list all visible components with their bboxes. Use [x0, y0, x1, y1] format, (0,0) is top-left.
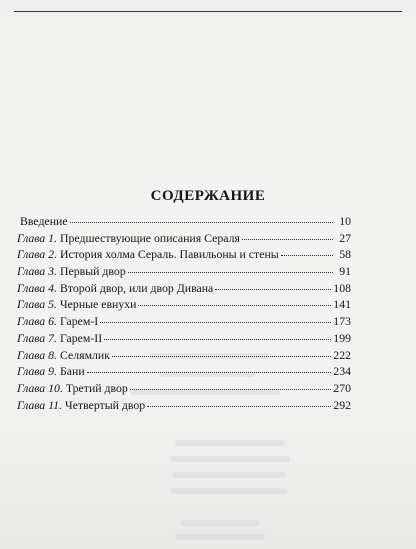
leader-dots [147, 406, 331, 407]
top-rule [14, 11, 402, 12]
toc-entry-title: Селямлик [60, 347, 110, 362]
toc-entry-title: История холма Сераль. Павильоны и стены [60, 247, 279, 262]
toc-entry[interactable] [17, 247, 351, 264]
toc-entry-label: Глава 8. [17, 347, 58, 362]
leader-dots [100, 322, 331, 323]
toc-entry-title: Предшествующие описания Сераля [60, 230, 240, 245]
toc-entry-label: Глава 4. [17, 280, 58, 295]
toc-entry[interactable] [17, 314, 351, 331]
toc-entry-title: Гарем-I [60, 314, 99, 329]
toc-entry-label: Глава 9. [17, 364, 58, 379]
toc-entry-page: 91 [339, 264, 351, 279]
toc-entry[interactable] [17, 381, 351, 398]
leader-dots [215, 289, 331, 290]
toc-entry-page: 10 [339, 214, 351, 228]
toc-entry-title: Третий двор [65, 380, 128, 395]
toc-entry[interactable] [17, 281, 351, 298]
toc-entry-label: Глава 1. [17, 230, 58, 245]
toc-entry-label: Глава 10. [17, 380, 63, 395]
toc-entry-title: Четвертый двор [65, 397, 146, 412]
toc-entry[interactable] [17, 297, 351, 314]
toc-entry-label: Глава 5. [17, 297, 58, 312]
toc-entry-title: Гарем-II [60, 330, 103, 345]
leader-dots [70, 222, 333, 223]
leader-dots [138, 305, 331, 306]
toc-entry-page: 199 [333, 330, 351, 345]
toc-entry-page: 292 [333, 397, 351, 412]
leader-dots [104, 339, 331, 340]
toc-entry[interactable] [17, 331, 351, 348]
toc-entry-title: Бани [60, 364, 85, 379]
toc-entry-title: Введение [20, 214, 68, 228]
toc-entry-page: 222 [333, 347, 351, 362]
toc-entry[interactable] [17, 348, 351, 365]
toc-entry-page: 108 [333, 280, 351, 295]
toc-entry-title: Черные евнухи [60, 297, 137, 312]
toc-title: СОДЕРЖАНИЕ [150, 188, 266, 204]
leader-dots [281, 255, 333, 256]
toc-entry-page: 270 [333, 380, 351, 395]
toc-entry[interactable] [17, 398, 351, 415]
leader-dots [130, 389, 331, 390]
toc-entry-label: Глава 7. [17, 330, 58, 345]
toc-entry-title: Второй двор, или двор Дивана [60, 280, 214, 295]
toc-entry-label: Глава 6. [17, 314, 58, 329]
toc-entry-label: Глава 2. [17, 247, 58, 262]
toc-entry-label: Глава 11. [17, 397, 63, 412]
leader-dots [128, 272, 333, 273]
toc-entry[interactable] [17, 214, 351, 231]
toc-entry-page: 173 [333, 314, 351, 329]
toc-entry-page: 234 [333, 364, 351, 379]
toc-entry-page: 58 [339, 247, 351, 262]
leader-dots [87, 372, 332, 373]
toc-entry-page: 27 [339, 230, 351, 245]
toc-entry[interactable] [17, 231, 351, 248]
leader-dots [112, 356, 331, 357]
toc-entry-title: Первый двор [60, 264, 126, 279]
toc-entry-page: 141 [333, 297, 351, 312]
leader-dots [242, 239, 333, 240]
toc-list [17, 214, 351, 414]
toc-entry[interactable] [17, 264, 351, 281]
toc-entry[interactable] [17, 364, 351, 381]
toc-entry-label: Глава 3. [17, 264, 58, 279]
